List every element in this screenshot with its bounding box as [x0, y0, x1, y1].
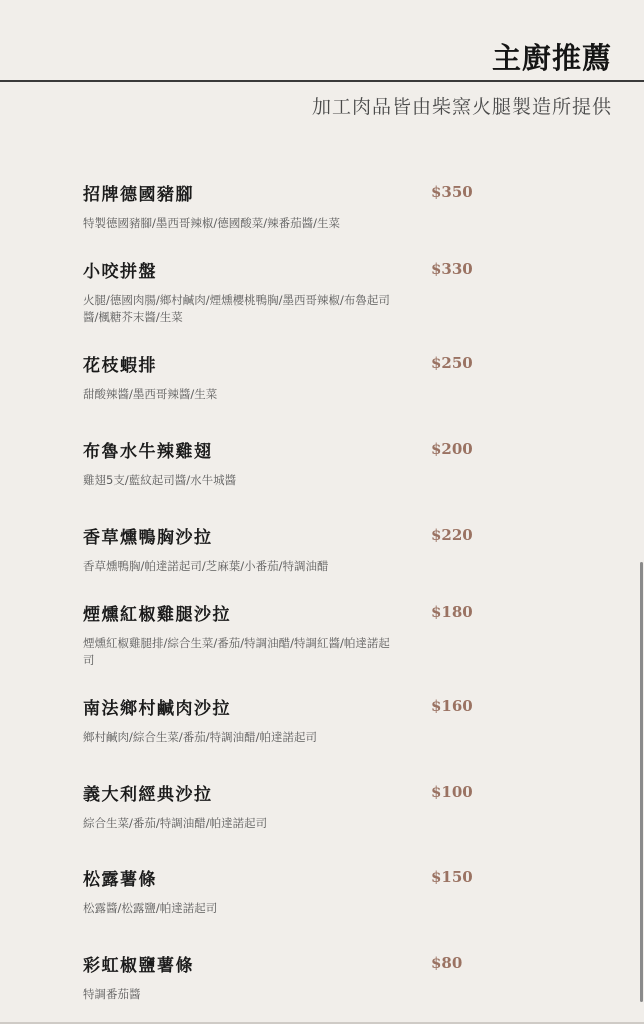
page-title: 主廚推薦: [491, 41, 612, 75]
menu-item-price: $250: [431, 354, 473, 372]
menu-item-price: $350: [431, 183, 473, 201]
menu-item-name: 招牌德國豬腳: [83, 185, 194, 205]
menu-item-price: $80: [431, 954, 463, 972]
menu-item-name: 布魯水牛辣雞翅: [83, 442, 213, 462]
menu-item-name: 煙燻紅椒雞腿沙拉: [83, 605, 231, 625]
menu-item-price: $150: [431, 868, 473, 886]
menu-item-description: 火腿/德國肉腸/鄉村鹹肉/煙燻櫻桃鴨胸/墨西哥辣椒/布魯起司醬/楓糖芥末醬/生菜: [83, 293, 390, 324]
menu-item-name: 小咬拼盤: [83, 262, 157, 282]
menu-item-description: 香草燻鴨胸/帕達諾起司/芝麻葉/小番茄/特調油醋: [83, 559, 329, 573]
menu-item-name: 花枝蝦排: [83, 356, 157, 376]
menu-item-price: $160: [431, 697, 473, 715]
menu-item-description: 特調番茄醬: [83, 987, 141, 1001]
menu-item-description: 特製德國豬腳/墨西哥辣椒/德國酸菜/辣番茄醬/生菜: [83, 216, 340, 230]
header-divider: [0, 80, 644, 82]
menu-item-price: $100: [431, 783, 473, 801]
vertical-scrollbar[interactable]: [640, 562, 643, 1002]
menu-item-price: $200: [431, 440, 473, 458]
menu-item-description: 雞翅5支/藍紋起司醬/水牛城醬: [83, 473, 237, 487]
menu-item-price: $180: [431, 603, 473, 621]
menu-item-price: $220: [431, 526, 473, 544]
menu-item-description: 甜酸辣醬/墨西哥辣醬/生菜: [83, 387, 218, 401]
menu-item-name: 南法鄉村鹹肉沙拉: [83, 699, 231, 719]
menu-item-description: 鄉村鹹肉/綜合生菜/番茄/特調油醋/帕達諾起司: [83, 730, 317, 744]
menu-item-name: 彩虹椒鹽薯條: [83, 956, 194, 976]
page-subtitle: 加工肉品皆由柴窯火腿製造所提供: [311, 96, 612, 118]
menu-item-description: 煙燻紅椒雞腿排/綜合生菜/番茄/特調油醋/特調紅醬/帕達諾起司: [83, 636, 390, 667]
menu-item-name: 香草燻鴨胸沙拉: [83, 528, 213, 548]
menu-item-price: $330: [431, 260, 473, 278]
menu-item-name: 松露薯條: [83, 870, 157, 890]
menu-item-description: 松露醬/松露鹽/帕達諾起司: [83, 901, 218, 915]
menu-item-description: 綜合生菜/番茄/特調油醋/帕達諾起司: [83, 816, 268, 830]
menu-item-name: 義大利經典沙拉: [83, 785, 213, 805]
